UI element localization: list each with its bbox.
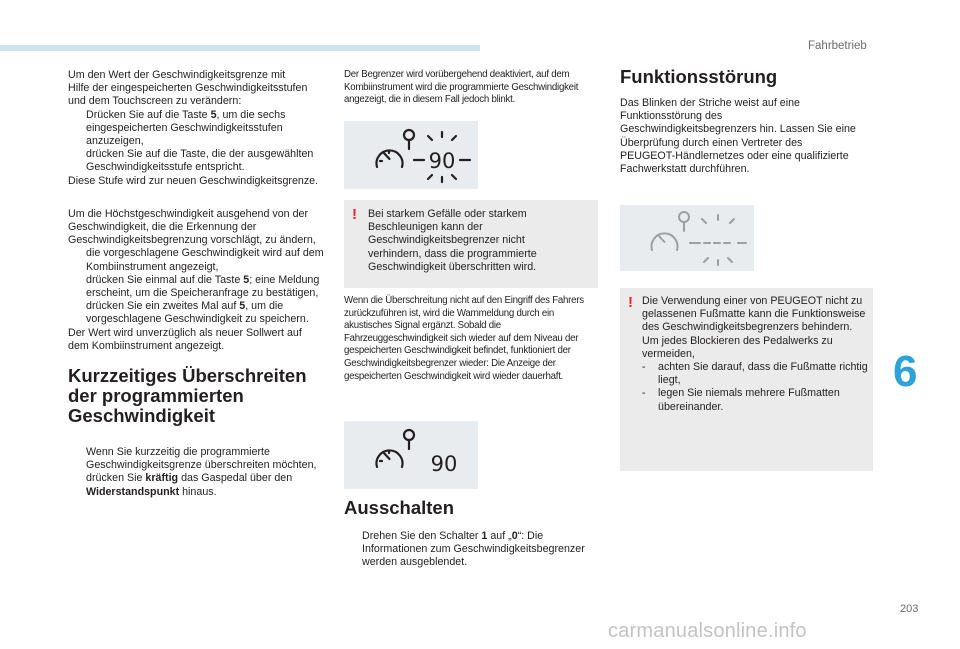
bullet-list-3 bbox=[68, 446, 324, 499]
warning-text: Bei starkem Gefälle oder starkem Beschleunigen kann der Geschwindigkeitsbegrenzer nicht verhindern, dass die programmierte Geschwindigkeit überschritten wird. bbox=[368, 208, 537, 273]
speed-display-fault bbox=[620, 205, 754, 271]
speed-limiter-icon bbox=[344, 121, 478, 189]
dash-list bbox=[642, 361, 870, 414]
paragraph: Wenn die Überschreitung nicht auf den Eingriff des Fahrers zurückzuführen ist, wird die Warnmeldung durch ein akustisches Signal ergänzt. Sobald die Fahrzeuggeschwindigkeit sich wieder auf dem Niveau der gespeicherten Geschwindigkeit befindet, funktioniert der Geschwindigkeitsbegrenzer wieder: Die Anzeige der gespeicherten Geschwindigkeit wird wieder dauerhaft. bbox=[344, 295, 584, 382]
warning-icon: ! bbox=[352, 206, 357, 223]
warning-icon: ! bbox=[628, 294, 633, 311]
section-heading: Funktionsstörung bbox=[620, 66, 778, 87]
speed-display-steady bbox=[344, 421, 478, 489]
list-item: Wenn Sie kurzzeitig die programmierte Geschwindigkeitsgrenze überschreiten möchten, drücken Sie kräftig das Gaspedal über den Widerstandspunkt hinaus. bbox=[86, 446, 317, 498]
speed-value: 90 bbox=[430, 452, 458, 476]
warning-text: Die Verwendung einer von PEUGEOT nicht zu gelassenen Fußmatte kann die Funktionsweise des Geschwindigkeitsbegrenzers behindern. Um jedes Blockieren des Pedalwerks zu vermeiden, bbox=[642, 295, 866, 360]
list-item: - legen Sie niemals mehrere Fußmatten übereinander. bbox=[642, 387, 840, 413]
list-item: die vorgeschlagene Geschwindigkeit wird auf dem Kombiinstrument angezeigt, bbox=[86, 247, 324, 273]
chapter-number: 6 bbox=[893, 347, 918, 396]
speed-value: 90 bbox=[428, 149, 456, 173]
header-bar bbox=[0, 45, 480, 51]
column-2-mid bbox=[344, 295, 598, 383]
paragraph: Der Begrenzer wird vorübergehend deaktiviert, auf dem Kombiinstrument wird die programmierte Geschwindigkeit angezeigt, die in diesem Fall jedoch blinkt. bbox=[344, 69, 579, 106]
paragraph: Der Wert wird unverzüglich als neuer Sollwert auf dem Kombiinstrument angezeigt. bbox=[68, 326, 302, 352]
speed-limiter-icon bbox=[620, 205, 754, 271]
section-title: Fahrbetrieb bbox=[808, 40, 867, 52]
bullet-list-1 bbox=[68, 109, 324, 175]
page-number: 203 bbox=[900, 603, 919, 615]
column-2-top bbox=[344, 69, 598, 107]
section-heading: Kurzzeitiges Überschreiten der programmierten Geschwindigkeit bbox=[68, 365, 307, 427]
paragraph: Um die Höchstgeschwindigkeit ausgehend von der Geschwindigkeit, die die Erkennung der Geschwindigkeitsbegrenzung vorschlägt, zu ändern, bbox=[68, 207, 316, 247]
list-item: Drehen Sie den Schalter 1 auf „0“: Die Informationen zum Geschwindigkeitsbegrenzer werden ausgeblendet. bbox=[362, 530, 585, 569]
speed-limiter-icon bbox=[344, 421, 478, 489]
column-3 bbox=[620, 67, 872, 176]
bullet-list-2 bbox=[68, 247, 324, 326]
list-item: drücken Sie ein zweites Mal auf 5, um die vorgeschlagene Geschwindigkeit zu speichern. bbox=[86, 300, 309, 326]
list-item: - achten Sie darauf, dass die Fußmatte richtig liegt, bbox=[642, 361, 868, 387]
paragraph: Das Blinken der Striche weist auf eine Funktionsstörung des Geschwindigkeitsbegrenzers hin. Lassen Sie eine Überprüfung durch einen Vertreter des PEUGEOT-Händlernetzes oder eine qualifizierte Fachwerkstatt durchführen. bbox=[620, 97, 856, 176]
list-item: Drücken Sie auf die Taste 5, um die sechs eingespeicherten Geschwindigkeitsstufen anzuzeigen, bbox=[86, 108, 286, 148]
column-1 bbox=[68, 69, 324, 499]
warning-box-2 bbox=[620, 288, 873, 471]
watermark: carmanualsonline.info bbox=[608, 620, 807, 642]
bullet-list-4 bbox=[344, 530, 598, 570]
warning-box-1 bbox=[344, 200, 598, 288]
speed-display-blinking bbox=[344, 121, 478, 189]
intro-paragraph: Um den Wert der Geschwindigkeitsgrenze mit Hilfe der eingespeicherten Geschwindigkeitsstufen und dem Touchscreen zu verändern: bbox=[68, 69, 308, 108]
column-2-bottom bbox=[344, 498, 598, 570]
paragraph: Diese Stufe wird zur neuen Geschwindigkeitsgrenze. bbox=[68, 174, 319, 187]
list-item: drücken Sie auf die Taste, die der ausgewählten Geschwindigkeitsstufe entspricht. bbox=[86, 148, 314, 174]
section-heading: Ausschalten bbox=[344, 497, 455, 518]
warning-content bbox=[642, 295, 870, 414]
list-item: drücken Sie einmal auf die Taste 5; eine Meldung erscheint, um die Speicheranfrage zu bestätigen, bbox=[86, 273, 320, 300]
